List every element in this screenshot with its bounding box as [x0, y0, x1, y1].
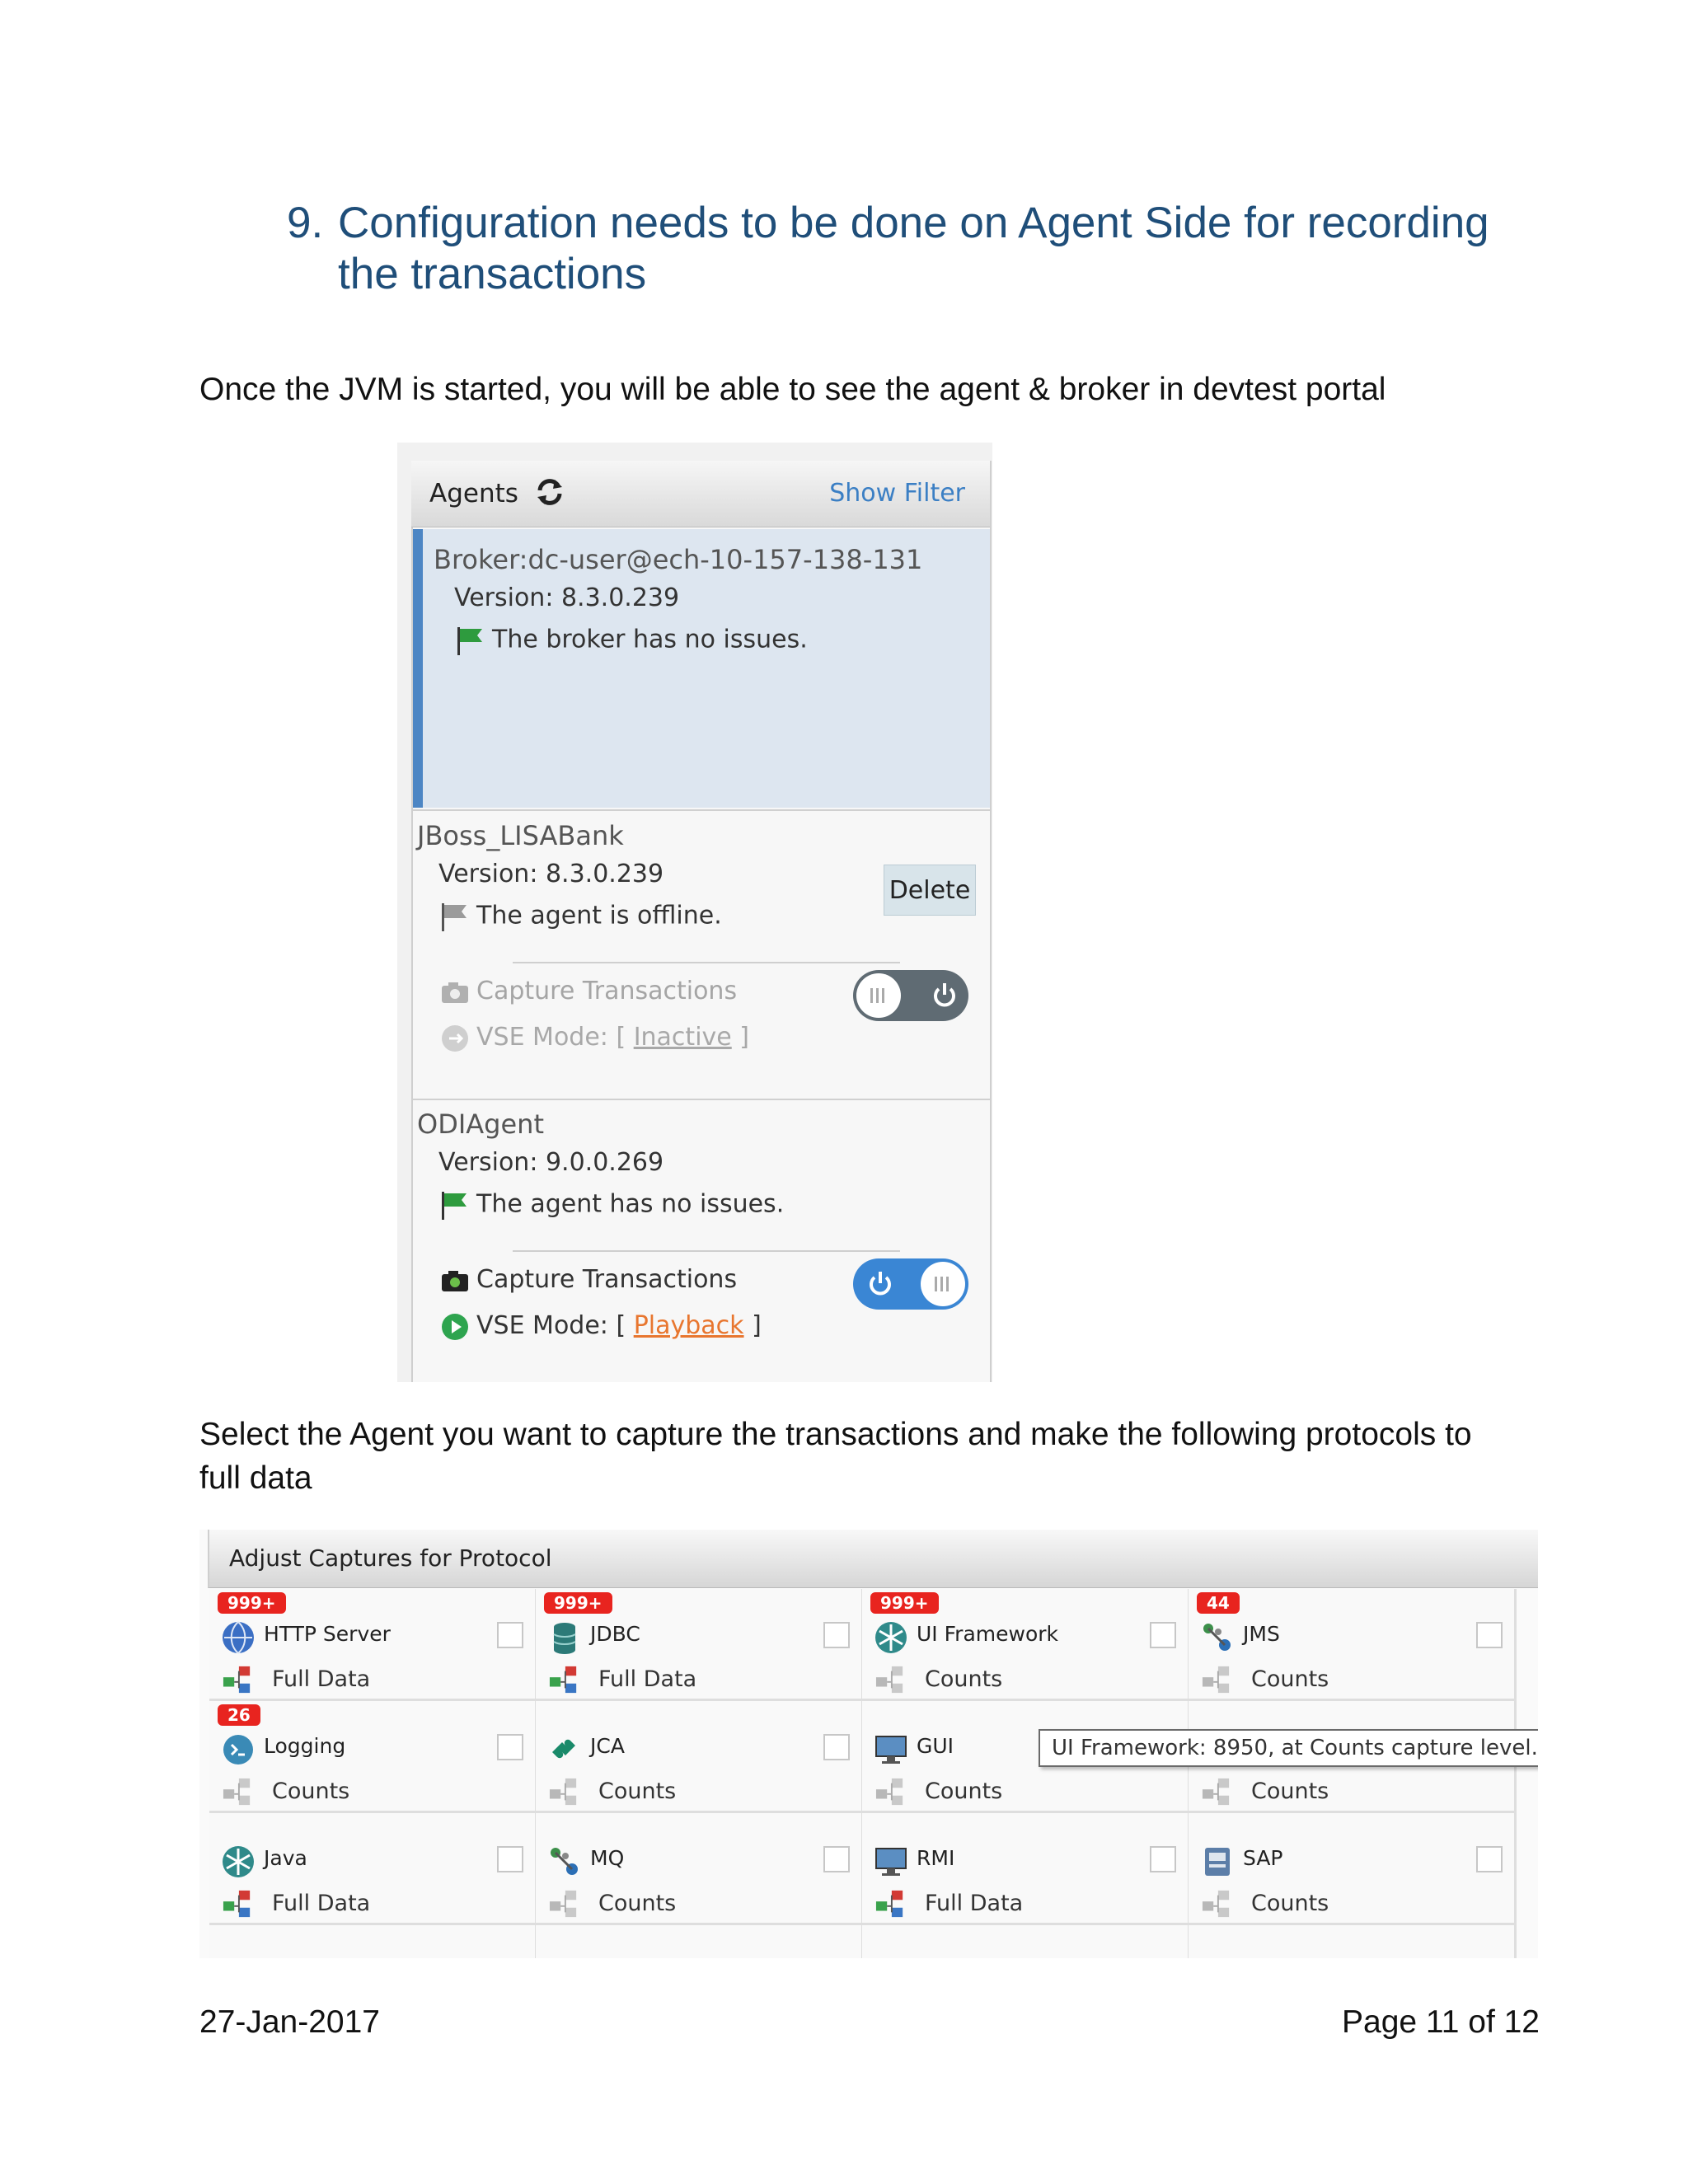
- heading-line1: Configuration needs to be done on Agent Side for recording: [338, 199, 1489, 247]
- globe-icon: [221, 1620, 256, 1655]
- protocol-cell[interactable]: [209, 1813, 537, 1925]
- vse-suffix: ]: [743, 1311, 762, 1340]
- protocol-name: GUI: [917, 1734, 954, 1758]
- instruction-line2: full data: [199, 1460, 312, 1496]
- protocol-name: UI Framework: [917, 1622, 1059, 1646]
- protocol-tooltip: UI Framework: 8950, at Counts capture level.: [1039, 1729, 1538, 1767]
- capture-label: Capture Transactions: [476, 977, 738, 1005]
- protocol-cell[interactable]: [536, 1701, 864, 1813]
- section-heading: [287, 198, 1573, 300]
- protocol-cell[interactable]: [862, 1813, 1190, 1925]
- broker-version: Version: 8.3.0.239: [454, 583, 680, 612]
- inner-separator: [513, 1250, 900, 1252]
- log-icon: [221, 1732, 256, 1767]
- agents-panel: [397, 443, 992, 1382]
- protocol-checkbox[interactable]: [497, 1734, 523, 1760]
- instruction-paragraph: [199, 1413, 1472, 1500]
- instruction-line1: Select the Agent you want to capture the transactions and make the following protocols to: [199, 1417, 1472, 1452]
- capture-level[interactable]: Counts: [272, 1779, 350, 1804]
- protocol-checkbox[interactable]: [497, 1846, 523, 1872]
- protocol-cell[interactable]: [536, 1813, 864, 1925]
- green-flag-icon: [438, 1189, 470, 1221]
- count-badge: 26: [218, 1704, 260, 1726]
- camera-icon: [440, 1268, 470, 1293]
- capture-level[interactable]: Counts: [1251, 1779, 1329, 1804]
- count-badge: 999+: [544, 1592, 612, 1614]
- capture-level[interactable]: Counts: [598, 1891, 677, 1916]
- vse-inactive-icon: [440, 1024, 470, 1053]
- vse-mode-link[interactable]: Inactive: [633, 1023, 732, 1052]
- protocol-cell-partial: [536, 1925, 864, 1958]
- protocol-checkbox[interactable]: [823, 1734, 850, 1760]
- protocol-checkbox[interactable]: [1150, 1622, 1176, 1648]
- vse-prefix: VSE Mode: [: [476, 1023, 634, 1052]
- monitor-icon: [874, 1844, 908, 1879]
- agents-title: Agents: [429, 479, 518, 509]
- agent-version: Version: 9.0.0.269: [438, 1148, 664, 1177]
- capture-toggle[interactable]: [853, 970, 968, 1021]
- protocol-cell[interactable]: [1189, 1589, 1517, 1701]
- capture-level-icon: [1200, 1665, 1233, 1694]
- protocol-checkbox[interactable]: [823, 1846, 850, 1872]
- toggle-knob: [856, 973, 901, 1018]
- capture-toggle[interactable]: [853, 1258, 968, 1310]
- protocol-name: JMS: [1243, 1622, 1280, 1646]
- capture-level[interactable]: Counts: [925, 1779, 1003, 1804]
- agent-separator: [413, 809, 990, 811]
- capture-level-icon: [1200, 1777, 1233, 1807]
- agent-separator: [413, 1099, 990, 1100]
- capture-level[interactable]: Full Data: [272, 1891, 371, 1916]
- capture-level[interactable]: Counts: [1251, 1666, 1329, 1692]
- protocol-cell[interactable]: [209, 1589, 537, 1701]
- play-icon: [440, 1312, 470, 1342]
- protocol-cell-partial: [1189, 1925, 1517, 1958]
- snowflake-icon: [221, 1844, 256, 1879]
- protocol-cell[interactable]: [862, 1589, 1190, 1701]
- protocol-name: HTTP Server: [264, 1622, 391, 1646]
- protocol-name: MQ: [590, 1846, 625, 1870]
- green-flag-icon: [454, 625, 485, 656]
- protocol-checkbox[interactable]: [823, 1622, 850, 1648]
- agents-header: [411, 461, 990, 527]
- vse-mode-link[interactable]: Playback: [633, 1311, 744, 1340]
- agent-version: Version: 8.3.0.239: [438, 860, 664, 888]
- protocol-name: Logging: [264, 1734, 346, 1758]
- capture-level-icon: [874, 1777, 907, 1807]
- capture-label: Capture Transactions: [476, 1265, 738, 1294]
- protocol-header: [208, 1530, 1538, 1588]
- capture-level[interactable]: Counts: [598, 1779, 677, 1804]
- vse-prefix: VSE Mode: [: [476, 1311, 634, 1340]
- count-badge: 999+: [218, 1592, 286, 1614]
- footer-page: Page 11 of 12: [1342, 2004, 1540, 2040]
- refresh-icon[interactable]: [535, 477, 565, 507]
- capture-level-icon: [547, 1777, 580, 1807]
- protocol-cell[interactable]: [1189, 1813, 1517, 1925]
- capture-level-icon: [1200, 1889, 1233, 1919]
- protocol-cell[interactable]: [536, 1589, 864, 1701]
- capture-level[interactable]: Full Data: [925, 1891, 1024, 1916]
- vse-mode-row: [440, 1311, 762, 1342]
- agent-status: [438, 901, 722, 932]
- capture-level-icon: [874, 1665, 907, 1694]
- protocol-cell[interactable]: [209, 1701, 537, 1813]
- count-badge: 999+: [870, 1592, 939, 1614]
- server-icon: [1200, 1844, 1235, 1879]
- capture-level[interactable]: Counts: [925, 1666, 1003, 1692]
- protocol-name: SAP: [1243, 1846, 1283, 1870]
- count-badge: 44: [1197, 1592, 1240, 1614]
- puzzle-icon: [547, 1732, 582, 1767]
- database-icon: [547, 1620, 582, 1655]
- protocol-cell-partial: [209, 1925, 537, 1958]
- capture-level[interactable]: Counts: [1251, 1891, 1329, 1916]
- broker-name: Broker:dc-user@ech-10-157-138-131: [434, 544, 923, 575]
- protocol-name: JDBC: [590, 1622, 640, 1646]
- network-icon: [1200, 1620, 1235, 1655]
- delete-button[interactable]: Delete: [884, 865, 976, 916]
- protocol-panel: [199, 1530, 1538, 1958]
- broker-status-text: The broker has no issues.: [492, 625, 808, 654]
- gray-flag-icon: [438, 901, 470, 932]
- capture-row: [440, 1265, 737, 1294]
- capture-row: [440, 977, 737, 1005]
- power-icon: [931, 982, 959, 1010]
- agent-name: ODIAgent: [417, 1108, 544, 1140]
- broker-status: [454, 625, 808, 656]
- snowflake-icon: [874, 1620, 908, 1655]
- power-icon: [866, 1270, 894, 1298]
- capture-level-icon: [547, 1889, 580, 1919]
- agent-status-text: The agent is offline.: [476, 901, 722, 930]
- monitor-icon: [874, 1732, 908, 1767]
- toggle-knob: [921, 1262, 965, 1306]
- network-icon: [547, 1844, 582, 1879]
- heading-line2: the transactions: [338, 250, 647, 298]
- protocol-checkbox[interactable]: [497, 1622, 523, 1648]
- protocol-checkbox[interactable]: [1150, 1846, 1176, 1872]
- protocol-name: Java: [264, 1846, 307, 1870]
- protocol-name: RMI: [917, 1846, 955, 1870]
- protocol-checkbox[interactable]: [1476, 1622, 1503, 1648]
- intro-paragraph: Once the JVM is started, you will be able to see the agent & broker in devtest portal: [199, 372, 1386, 407]
- protocol-cell-partial: [862, 1925, 1190, 1958]
- protocol-title: Adjust Captures for Protocol: [229, 1544, 552, 1572]
- capture-level-icon: [221, 1889, 254, 1919]
- protocol-checkbox[interactable]: [1476, 1846, 1503, 1872]
- capture-level-icon: [874, 1889, 907, 1919]
- vse-mode-row: [440, 1023, 749, 1053]
- vse-suffix: ]: [731, 1023, 749, 1052]
- capture-level-icon: [221, 1665, 254, 1694]
- protocol-name: JCA: [590, 1734, 625, 1758]
- capture-level-icon: [221, 1777, 254, 1807]
- capture-level-icon: [547, 1665, 580, 1694]
- heading-number: 9.: [287, 199, 324, 247]
- inner-separator: [513, 962, 900, 963]
- camera-icon: [440, 980, 470, 1005]
- footer-date: 27-Jan-2017: [199, 2004, 380, 2040]
- agent-status: [438, 1189, 784, 1221]
- capture-level[interactable]: Full Data: [598, 1666, 697, 1692]
- capture-level[interactable]: Full Data: [272, 1666, 371, 1692]
- show-filter-link[interactable]: Show Filter: [829, 479, 965, 508]
- broker-card[interactable]: [413, 529, 990, 808]
- agent-status-text: The agent has no issues.: [476, 1189, 785, 1219]
- agent-name: JBoss_LISABank: [417, 820, 624, 851]
